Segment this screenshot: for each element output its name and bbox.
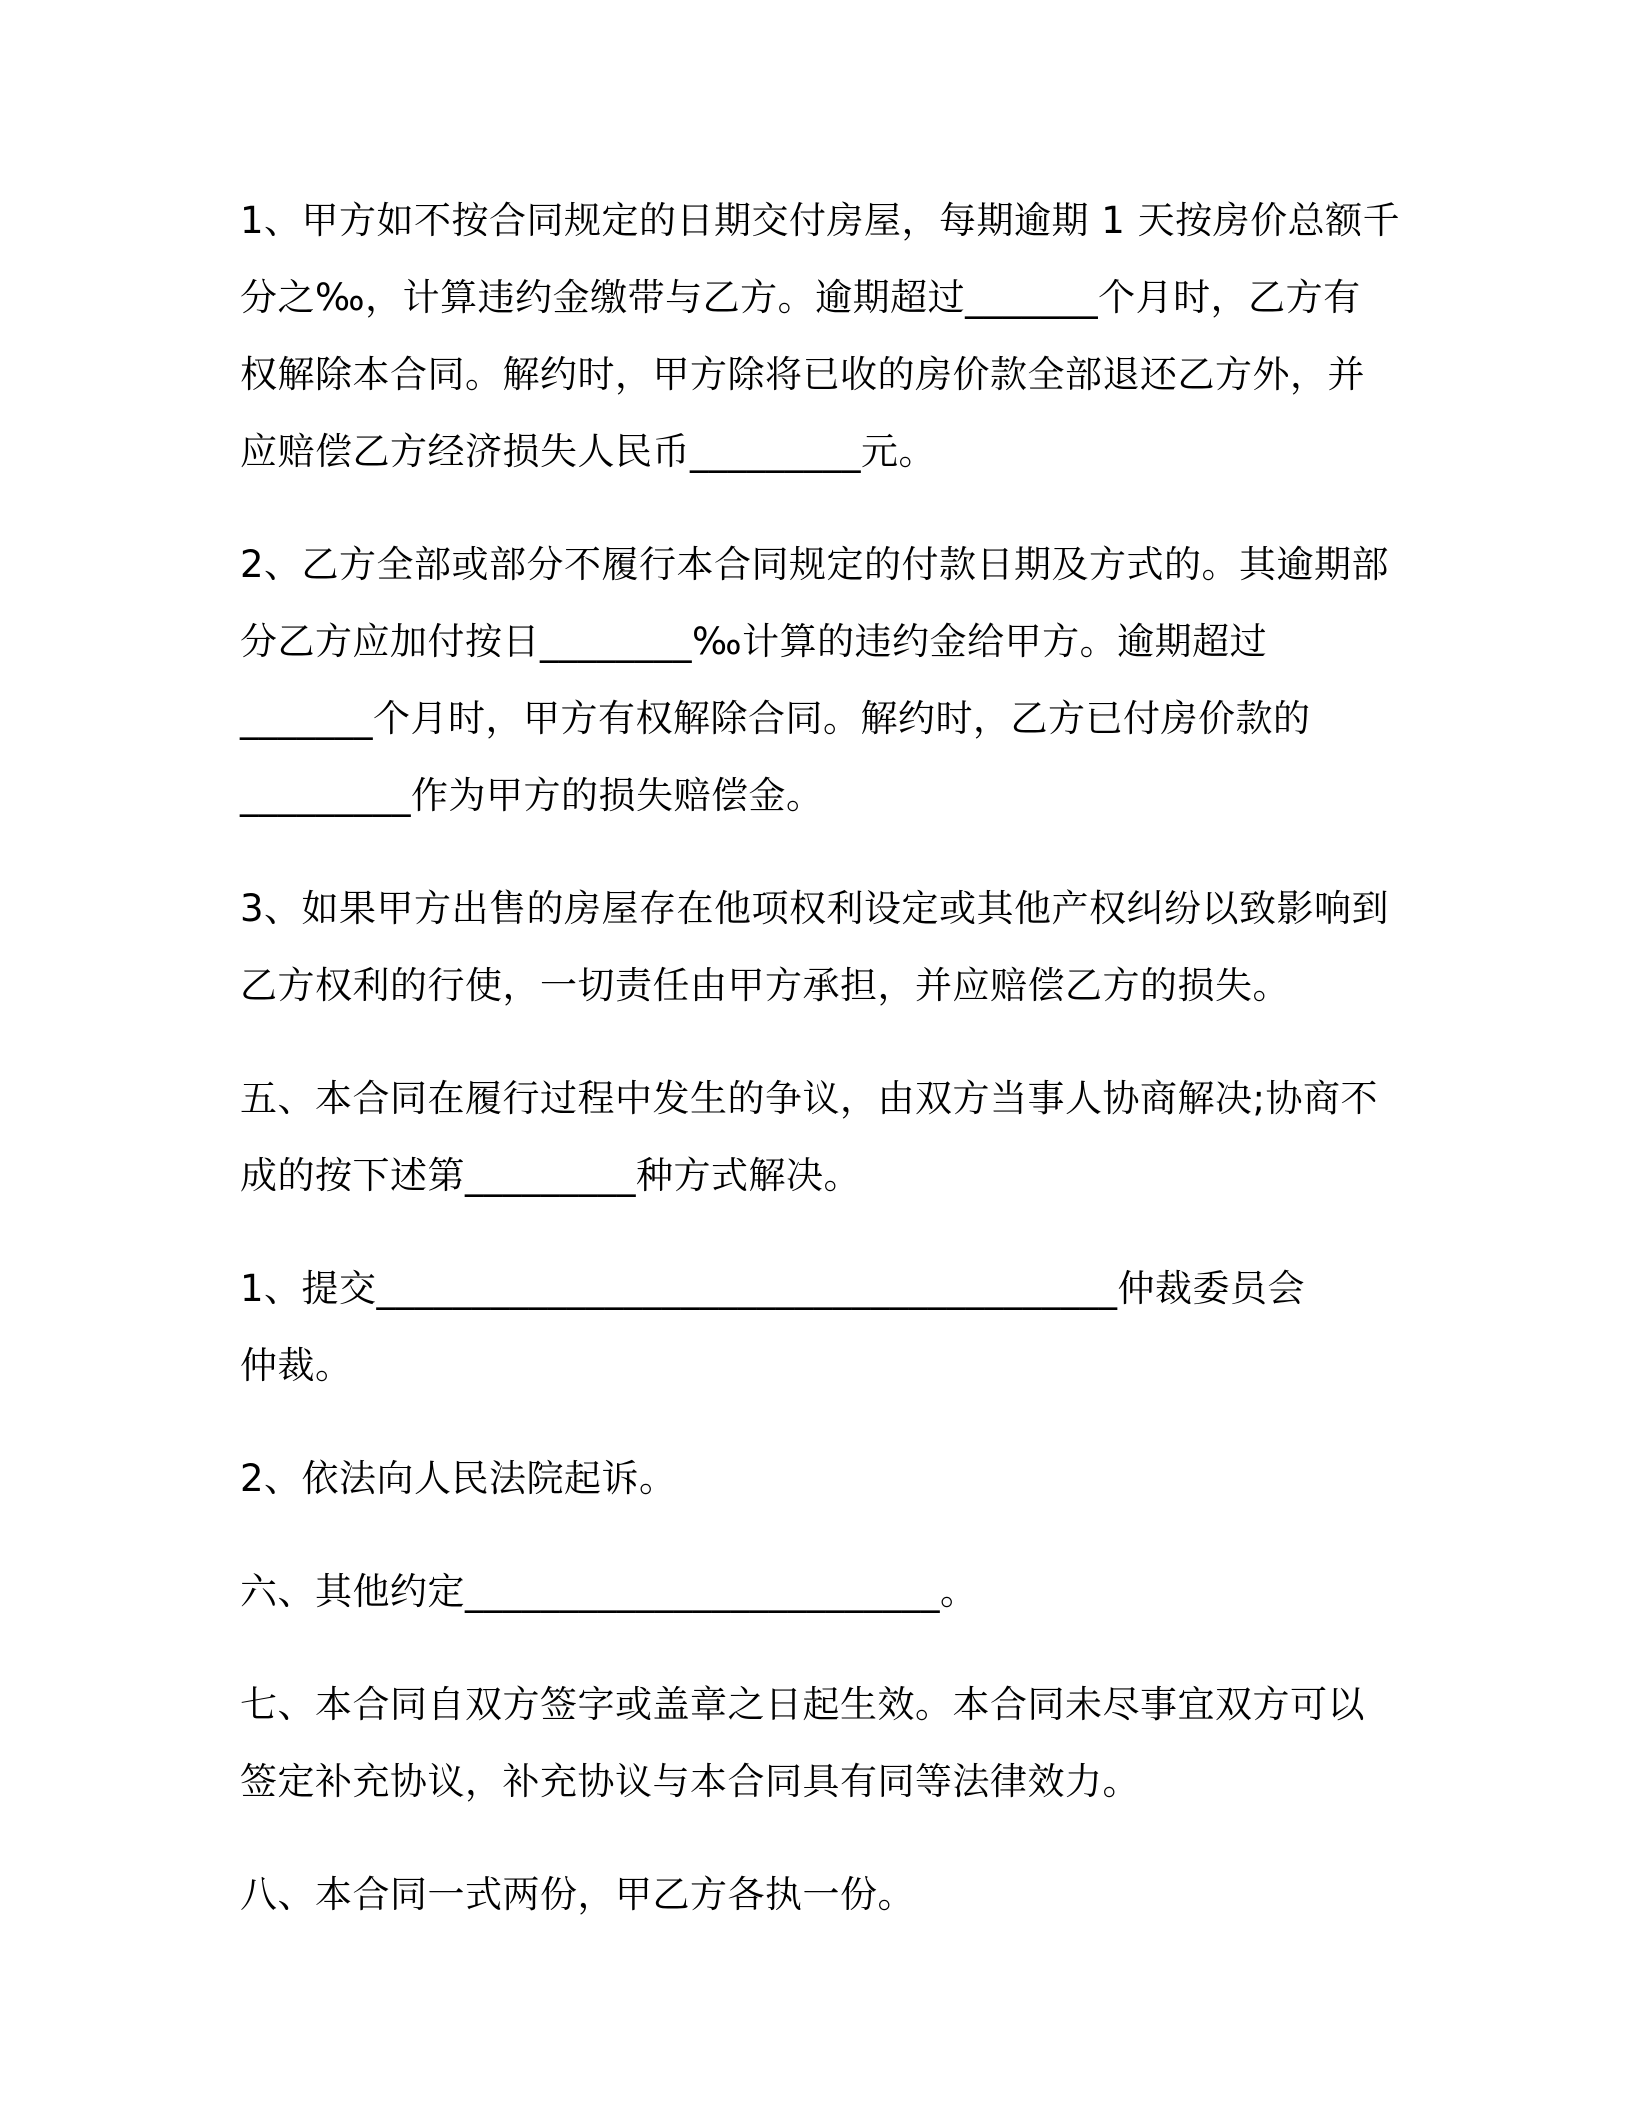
section-5-dispute-resolution: [240, 1060, 1392, 1214]
text-line: 六、其他约定_________________________。: [240, 1570, 978, 1613]
text-line: 1、甲方如不按合同规定的日期交付房屋，每期逾期 1 天按房价总额千: [240, 199, 1401, 242]
text-line: 2、依法向人民法院起诉。: [240, 1457, 677, 1500]
text-line: 分之‰，计算违约金缴带与乙方。逾期超过_______个月时，乙方有: [240, 276, 1361, 319]
clause-1-seller-delay: [240, 182, 1401, 490]
text-line: 五、本合同在履行过程中发生的争议，由双方当事人协商解决;协商不: [240, 1077, 1378, 1120]
text-line: 仲裁。: [240, 1344, 353, 1387]
text-line: 权解除本合同。解约时，甲方除将已收的房价款全部退还乙方外，并: [240, 353, 1365, 396]
section-6-other-terms: [240, 1553, 1392, 1630]
text-line: _________作为甲方的损失赔偿金。: [240, 774, 824, 817]
text-line: 应赔偿乙方经济损失人民币_________元。: [240, 430, 936, 473]
text-line: 七、本合同自双方签字或盖章之日起生效。本合同未尽事宜双方可以: [240, 1683, 1365, 1726]
section-8-copies: [240, 1856, 1392, 1933]
text-line: 3、如果甲方出售的房屋存在他项权利设定或其他产权纠纷以致影响到: [240, 887, 1390, 930]
text-line: 乙方权利的行使，一切责任由甲方承担，并应赔偿乙方的损失。: [240, 964, 1290, 1007]
section-7-effectiveness: [240, 1666, 1392, 1820]
clause-2-buyer-payment: [240, 526, 1392, 834]
document-body: [240, 182, 1401, 1969]
text-line: 2、乙方全部或部分不履行本合同规定的付款日期及方式的。其逾期部: [240, 543, 1390, 586]
clause-3-title-dispute: [240, 870, 1392, 1024]
text-line: 八、本合同一式两份，甲乙方各执一份。: [240, 1873, 915, 1916]
text-line: 签定补充协议，补充协议与本合同具有同等法律效力。: [240, 1760, 1140, 1803]
text-line: 1、提交_______________________________________仲裁委员会: [240, 1267, 1306, 1310]
text-line: 成的按下述第_________种方式解决。: [240, 1154, 861, 1197]
dispute-option-arbitration: [240, 1250, 1392, 1404]
dispute-option-court: [240, 1440, 1392, 1517]
text-line: _______个月时，甲方有权解除合同。解约时，乙方已付房价款的: [240, 697, 1311, 740]
text-line: 分乙方应加付按日________‰计算的违约金给甲方。逾期超过: [240, 620, 1268, 663]
